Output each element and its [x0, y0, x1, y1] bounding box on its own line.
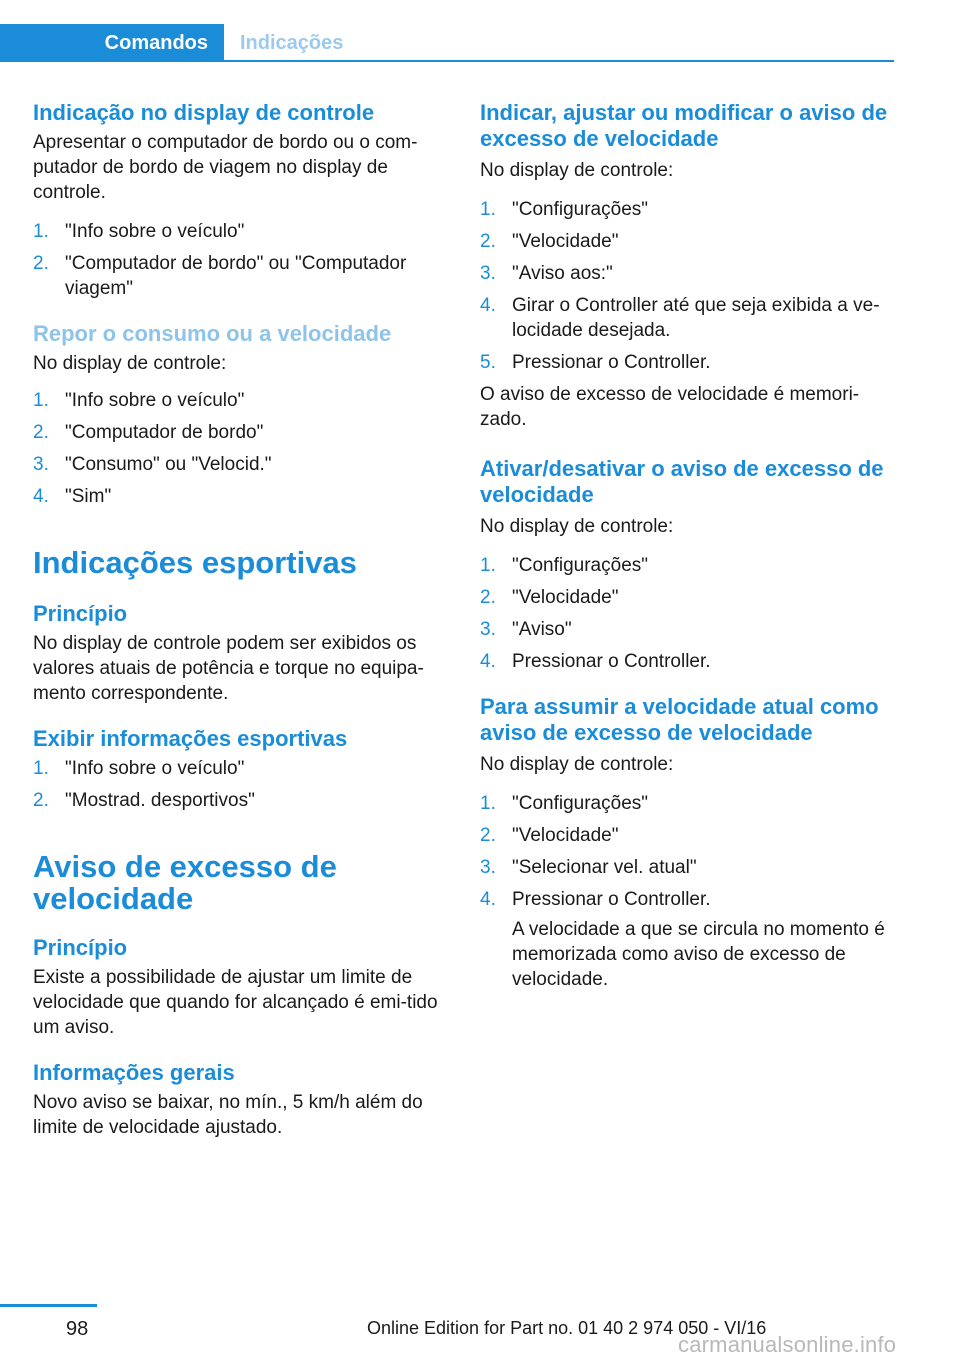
steps-list [480, 197, 895, 375]
right-column [480, 100, 895, 992]
step-number: 3. [480, 857, 496, 878]
step-number: 1. [480, 199, 496, 220]
step-note: A velocidade a que se circula no momento é memorizada como aviso de excesso de velocidade. [512, 919, 885, 990]
tab-comandos[interactable]: Comandos [0, 24, 224, 62]
list-item [480, 855, 895, 880]
list-item [33, 388, 448, 413]
section-title: Indicar, ajustar ou modificar o aviso de excesso de velocidade [480, 100, 888, 151]
step-number: 2. [33, 253, 49, 274]
list-item [33, 251, 448, 301]
steps-list [33, 388, 448, 509]
step-text: "Consumo" ou "Velocid." [65, 454, 272, 475]
list-item [33, 756, 448, 781]
page-number: 98 [66, 1318, 89, 1340]
header-tabs [0, 0, 960, 62]
step-number: 2. [480, 231, 496, 252]
list-item [480, 617, 895, 642]
section-body: Apresentar o computador de bordo ou o com-putador de bordo de viagem no display de controle. [33, 132, 418, 203]
section-intro: No display de controle: [480, 160, 674, 181]
step-text: "Configurações" [512, 793, 649, 814]
section-body: Existe a possibilidade de ajustar um limite de velocidade que quando for alcançado é emi-tido um aviso. [33, 967, 438, 1038]
step-number: 1. [480, 555, 496, 576]
section-title: Princípio [33, 935, 128, 960]
list-item [33, 219, 448, 244]
list-item [33, 420, 448, 445]
section-title: Princípio [33, 601, 128, 626]
edition-note: Online Edition for Part no. 01 40 2 974 050 - VI/16 [367, 1318, 767, 1338]
step-text: Pressionar o Controller. [512, 651, 711, 672]
step-text: "Sim" [65, 486, 112, 507]
section-intro: No display de controle: [33, 353, 227, 374]
step-text: "Info sobre o veículo" [65, 390, 245, 411]
left-column [33, 100, 448, 1140]
list-item [480, 823, 895, 848]
step-text: "Configurações" [512, 555, 649, 576]
chapter-heading: Indicações esportivas [33, 545, 357, 580]
section-intro: No display de controle: [480, 516, 674, 537]
step-number: 3. [480, 619, 496, 640]
step-number: 2. [33, 422, 49, 443]
chapter-heading-line: velocidade [33, 881, 194, 916]
section-body: Novo aviso se baixar, no mín., 5 km/h além do limite de velocidade ajustado. [33, 1092, 423, 1138]
step-number: 1. [33, 221, 49, 242]
list-item [33, 788, 448, 813]
step-text: Girar o Controller até que seja exibida a ve-locidade desejada. [512, 295, 880, 341]
step-text: "Configurações" [512, 199, 649, 220]
step-number: 1. [33, 758, 49, 779]
steps-list [480, 553, 895, 674]
step-number: 4. [33, 486, 49, 507]
steps-list [33, 756, 448, 813]
tab-indicacoes[interactable]: Indicações [240, 31, 344, 54]
list-item [480, 229, 895, 254]
list-item [480, 791, 895, 816]
step-text: "Computador de bordo" ou "Computador viagem" [65, 253, 407, 299]
list-item [480, 261, 895, 286]
step-number: 1. [480, 793, 496, 814]
step-number: 5. [480, 352, 496, 373]
step-text: "Aviso aos:" [512, 263, 613, 284]
step-number: 2. [480, 587, 496, 608]
chapter-heading [33, 851, 448, 915]
section-title: Para assumir a velocidade atual como aviso de excesso de velocidade [480, 694, 879, 745]
section-intro: No display de controle: [480, 754, 674, 775]
section-title: Indicação no display de controle [33, 100, 375, 125]
step-number: 4. [480, 651, 496, 672]
step-text: "Velocidade" [512, 587, 619, 608]
list-item [33, 484, 448, 509]
section-title: Repor o consumo ou a velocidade [33, 321, 392, 346]
step-number: 2. [33, 790, 49, 811]
step-text: "Info sobre o veículo" [65, 221, 245, 242]
list-item [480, 585, 895, 610]
step-text: Pressionar o Controller. [512, 889, 711, 910]
step-text: "Selecionar vel. atual" [512, 857, 697, 878]
list-item [480, 887, 895, 912]
list-item [480, 293, 895, 343]
header-rule [224, 60, 894, 62]
step-number: 2. [480, 825, 496, 846]
list-item [480, 649, 895, 674]
step-text: "Info sobre o veículo" [65, 758, 245, 779]
step-text: Pressionar o Controller. [512, 352, 711, 373]
list-item [33, 452, 448, 477]
chapter-heading-line: Aviso de excesso de [33, 849, 337, 884]
section-body: O aviso de excesso de velocidade é memori-zado. [480, 384, 860, 430]
section-title: Informações gerais [33, 1060, 235, 1085]
step-number: 3. [33, 454, 49, 475]
step-text: "Velocidade" [512, 231, 619, 252]
step-number: 4. [480, 889, 496, 910]
step-text: "Aviso" [512, 619, 572, 640]
step-text: "Velocidade" [512, 825, 619, 846]
section-title: Ativar/desativar o aviso de excesso de velocidade [480, 456, 884, 507]
step-text: "Mostrad. desportivos" [65, 790, 255, 811]
watermark: carmanualsonline.info [678, 1332, 897, 1357]
list-item [480, 350, 895, 375]
step-number: 1. [33, 390, 49, 411]
step-number: 4. [480, 295, 496, 316]
step-number: 3. [480, 263, 496, 284]
section-title: Exibir informações esportivas [33, 726, 348, 751]
list-item [480, 197, 895, 222]
list-item [480, 553, 895, 578]
footer-rule [0, 1304, 97, 1307]
steps-list [33, 219, 448, 301]
section-body: No display de controle podem ser exibidos os valores atuais de potência e torque no equipa-mento correspondente. [33, 633, 424, 704]
steps-list [480, 791, 895, 912]
step-text: "Computador de bordo" [65, 422, 264, 443]
